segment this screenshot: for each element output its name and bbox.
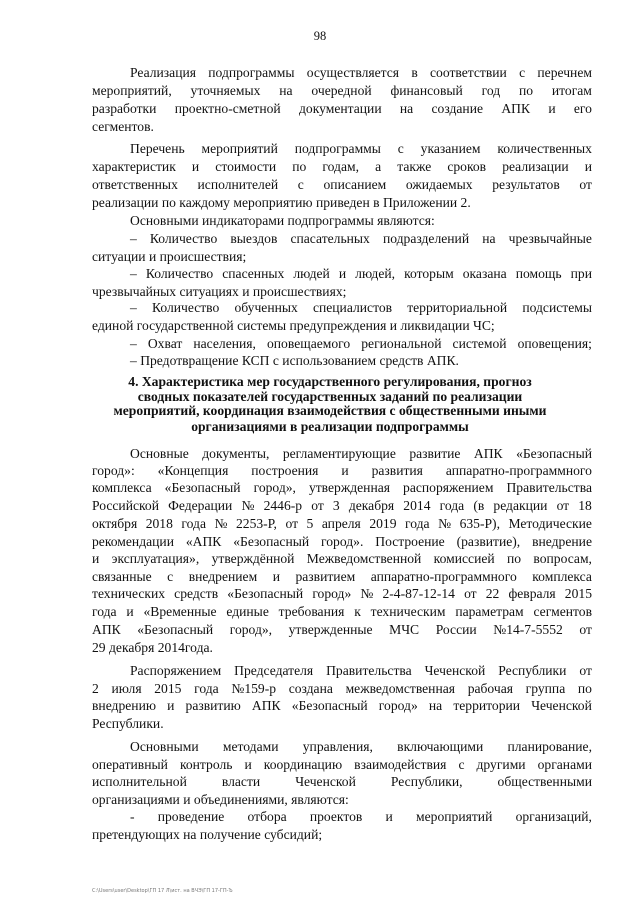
word: АПК — [251, 698, 281, 713]
word: с — [297, 177, 304, 192]
section-heading-line-3: мероприятий, координация взаимодействия с общественными иными — [113, 403, 547, 418]
word: «Безопасный — [164, 480, 241, 495]
text-line — [92, 479, 592, 496]
word: Правительства — [326, 663, 412, 678]
word: внедрению — [92, 698, 156, 713]
text-line-last: ситуации и происшествия; — [92, 249, 247, 264]
word: и — [584, 159, 592, 174]
text-line — [92, 621, 592, 638]
text-line-last: 29 декабря 2014года. — [92, 640, 213, 655]
word: России — [435, 622, 477, 637]
text-line-last: Основными индикаторами подпрограммы являются: — [130, 213, 435, 228]
word: 5 — [306, 516, 314, 531]
word: аппаратно-программного — [370, 569, 517, 584]
text-line — [130, 808, 592, 825]
word: на — [428, 698, 443, 713]
word: регламентирующие — [282, 446, 396, 461]
word: 2018 — [145, 516, 173, 531]
word: и — [126, 604, 134, 619]
text-line — [130, 299, 592, 316]
footer-file-path: С:\Users\user\Desktop\ГП 17 Л\ист. на ВЧЭ\ГП 17-ГП-Ъ — [92, 888, 233, 894]
word: от — [311, 498, 324, 513]
word: людей, — [355, 266, 396, 281]
word: и — [385, 809, 393, 824]
word: № — [360, 586, 374, 601]
word: спасенных — [222, 266, 285, 281]
word: уточняемых — [190, 83, 261, 98]
word: реализации — [502, 159, 569, 174]
word: общественными — [497, 774, 592, 789]
word: Основные — [130, 446, 189, 461]
word: и — [338, 266, 347, 281]
word: комиссией — [433, 551, 495, 566]
text-line-last: претендующих на получение субсидий; — [92, 827, 323, 842]
word: года — [439, 498, 465, 513]
word: и — [548, 101, 556, 116]
word: от — [285, 516, 299, 531]
word: органами — [537, 757, 592, 772]
text-line — [92, 515, 592, 532]
word: года — [92, 604, 117, 619]
text-line — [92, 603, 592, 620]
word: Реализация — [130, 65, 196, 80]
word: управления, — [302, 739, 373, 754]
word: связанные — [92, 569, 152, 584]
word: 18 — [578, 498, 592, 513]
word: включающими — [397, 739, 484, 754]
word: Чеченской — [531, 698, 592, 713]
word: Республики, — [390, 774, 463, 789]
word: № — [438, 516, 452, 531]
word: октября — [92, 516, 138, 531]
word: взаимодействия — [354, 757, 447, 772]
word: спасательных — [290, 231, 370, 246]
word: аппаратно-программного — [445, 463, 592, 478]
word: Количество — [145, 266, 214, 281]
word: технических — [92, 586, 166, 601]
word: а — [375, 159, 382, 174]
word: подпрограммы — [208, 65, 295, 80]
word: сегментов — [533, 604, 592, 619]
text-line — [92, 550, 592, 567]
word: – — [130, 336, 137, 351]
word: единые — [226, 604, 269, 619]
word: редакции — [493, 498, 548, 513]
word: декабря — [348, 498, 395, 513]
word: планирование, — [507, 739, 592, 754]
word: финансовый — [390, 83, 463, 98]
word: Распоряжением — [130, 663, 222, 678]
word: мероприятий — [201, 141, 278, 156]
word: года — [194, 681, 219, 696]
text-line — [130, 265, 592, 282]
text-line — [92, 176, 592, 193]
word: документации — [298, 101, 382, 116]
word: итогам — [551, 83, 592, 98]
text-line-last: единой государственной системы предупреждения и ликвидации ЧС; — [92, 318, 495, 333]
word: февраля — [508, 586, 556, 601]
word: МЧС — [389, 622, 420, 637]
word: – — [130, 300, 137, 315]
word: Перечень — [130, 141, 185, 156]
word: группа — [525, 681, 566, 696]
word: чрезвычайные — [508, 231, 592, 246]
word: Федерации — [168, 498, 233, 513]
word: 2-4-87-12-14 — [382, 586, 455, 601]
word: подсистемы — [522, 300, 592, 315]
word: Правительства — [506, 480, 592, 495]
word: контроль — [179, 757, 233, 772]
word: подразделений — [382, 231, 470, 246]
word: 635-Р), — [459, 516, 500, 531]
word: территории — [453, 698, 521, 713]
word: Охват — [147, 336, 183, 351]
word: развития — [371, 463, 423, 478]
word: город»: — [92, 463, 135, 478]
text-line — [92, 680, 592, 697]
word: распоряжением — [403, 480, 494, 495]
word: года — [405, 516, 430, 531]
word: 2015 — [154, 681, 182, 696]
word: Председателя — [234, 663, 314, 678]
word: и — [191, 159, 200, 174]
text-line-last: реализации по каждому мероприятию приведен в Приложении 2. — [92, 195, 471, 210]
word: «АПК — [185, 534, 222, 549]
word: власти — [221, 774, 261, 789]
word: и — [92, 551, 100, 566]
text-line — [130, 335, 592, 352]
text-line — [92, 533, 592, 550]
word: выездов — [230, 231, 278, 246]
word: Российской — [92, 498, 159, 513]
word: апреля — [321, 516, 361, 531]
word: год — [481, 83, 501, 98]
word: «Безопасный — [233, 534, 310, 549]
word: осуществляется — [306, 65, 400, 80]
word: и — [341, 463, 349, 478]
word: построения — [251, 463, 319, 478]
word: 2014 — [403, 498, 431, 513]
word: ответственных — [92, 177, 178, 192]
word: обученных — [234, 300, 298, 315]
word: от — [556, 498, 570, 513]
word: годам, — [322, 159, 359, 174]
text-line-last: сегментов. — [92, 119, 154, 134]
word: оперативный — [92, 757, 168, 772]
word: на — [482, 231, 496, 246]
word: от — [579, 177, 592, 192]
word: сроков — [447, 159, 487, 174]
word: АПК — [473, 446, 503, 461]
word: 3 — [332, 498, 340, 513]
text-line — [92, 100, 592, 117]
word: организаций, — [515, 809, 592, 824]
text-line — [92, 497, 592, 514]
word: развитию — [185, 698, 241, 713]
word: рекомендации — [92, 534, 174, 549]
text-line — [130, 445, 592, 462]
word: на — [279, 83, 293, 98]
word: оповещения; — [517, 336, 592, 351]
word: с — [458, 757, 465, 772]
word: по — [506, 551, 522, 566]
word: разработки — [92, 101, 157, 116]
word: создание — [431, 101, 484, 116]
word: – — [130, 266, 137, 281]
word: 2 — [92, 681, 99, 696]
word: утвержденная — [308, 480, 391, 495]
text-line — [92, 158, 592, 175]
word: проведение — [157, 809, 225, 824]
word: в — [411, 65, 418, 80]
word: июля — [111, 681, 142, 696]
word: результатов — [492, 177, 560, 192]
word: и — [244, 757, 252, 772]
word: территориальной — [407, 300, 508, 315]
word: требования — [278, 604, 345, 619]
word: 2446-р — [263, 498, 303, 513]
text-line — [92, 697, 592, 714]
word: – — [130, 231, 137, 246]
word: Построение — [375, 534, 445, 549]
word: с — [167, 569, 174, 584]
word: характеристик — [92, 159, 176, 174]
text-line-last: Республики. — [92, 716, 164, 731]
word: развитием — [295, 569, 356, 584]
word: документы, — [202, 446, 270, 461]
word: «Безопасный — [516, 446, 592, 461]
word: Чеченской — [424, 663, 486, 678]
text-line — [130, 230, 592, 247]
word: «Безопасный — [137, 622, 214, 637]
word: очередной — [311, 83, 372, 98]
word: город» — [312, 586, 352, 601]
word: проектно-сметной — [174, 101, 281, 116]
word: межведомственная — [345, 681, 456, 696]
word: Основными — [130, 739, 199, 754]
word: проектов — [309, 809, 363, 824]
text-line — [92, 568, 592, 585]
word: (в — [473, 498, 485, 513]
word: создана — [288, 681, 333, 696]
word: рабочая — [467, 681, 514, 696]
word: Количество — [149, 231, 218, 246]
word: стоимости — [215, 159, 277, 174]
word: Чеченской — [295, 774, 356, 789]
text-line — [130, 140, 592, 157]
word: по — [577, 681, 592, 696]
word: «Временные — [143, 604, 217, 619]
word: другими — [476, 757, 526, 772]
word: «Концепция — [157, 463, 229, 478]
word: Количество — [151, 300, 220, 315]
word: (развитие), — [456, 534, 521, 549]
word: по — [292, 159, 307, 174]
section-heading-line-1: 4. Характеристика мер государственного регулирования, прогноз — [128, 374, 532, 389]
word: 2019 — [369, 516, 397, 531]
text-line — [92, 82, 592, 99]
word: описанием — [323, 177, 387, 192]
text-line — [92, 756, 592, 773]
word: - — [130, 809, 135, 824]
word: Методические — [508, 516, 592, 531]
word: указанием — [420, 141, 481, 156]
word: город», — [253, 480, 296, 495]
section-heading-line-2: сводных показателей государственных заданий по реализации — [137, 389, 523, 404]
word: №159-р — [231, 681, 277, 696]
word: № — [241, 498, 255, 513]
word: с — [397, 141, 404, 156]
word: №14-7-5552 — [493, 622, 563, 637]
word: Межведомственной — [306, 551, 422, 566]
word: соответствии — [430, 65, 507, 80]
section-heading-line-4: организациями в реализации подпрограммы — [191, 419, 469, 434]
word: вопросам, — [533, 551, 592, 566]
word: к — [354, 604, 361, 619]
word: параметрам — [455, 604, 524, 619]
text-line — [130, 738, 592, 755]
text-line — [92, 773, 592, 790]
word: помощь — [515, 266, 562, 281]
page-number: 98 — [313, 29, 327, 43]
word: 2015 — [564, 586, 592, 601]
word: количественных — [497, 141, 592, 156]
word: ожидаемых — [405, 177, 473, 192]
word: мероприятий, — [92, 83, 172, 98]
word: и — [272, 569, 280, 584]
text-line — [92, 462, 592, 479]
text-line — [130, 64, 592, 81]
word: «Безопасный — [291, 698, 368, 713]
text-line-last: – Предотвращение КСП с использованием средств АПК. — [130, 353, 459, 368]
word: от — [579, 663, 592, 678]
word: которым — [404, 266, 454, 281]
word: № — [214, 516, 228, 531]
word: также — [397, 159, 432, 174]
word: внедрение — [532, 534, 592, 549]
word: Республики — [498, 663, 567, 678]
word: региональной — [361, 336, 442, 351]
word: людей — [293, 266, 330, 281]
word: от — [579, 622, 592, 637]
word: специалистов — [312, 300, 393, 315]
word: по — [518, 83, 534, 98]
word: город» — [378, 698, 418, 713]
text-line-last: организациями и объединениями, являются: — [92, 792, 349, 807]
word: 2253-Р, — [235, 516, 277, 531]
word: АПК — [92, 622, 121, 637]
word: 22 — [485, 586, 500, 601]
word: при — [570, 266, 592, 281]
word: населения, — [193, 336, 256, 351]
word: подпрограммы — [294, 141, 381, 156]
word: его — [573, 101, 592, 116]
word: отбора — [247, 809, 287, 824]
word: утверждённой — [211, 551, 295, 566]
word: «Безопасный — [227, 586, 304, 601]
word: координацию — [263, 757, 343, 772]
word: комплекса — [92, 480, 152, 495]
word: перечнем — [537, 65, 592, 80]
word: утвержденные — [288, 622, 373, 637]
word: оказана — [462, 266, 507, 281]
word: методами — [222, 739, 279, 754]
text-line — [130, 662, 592, 679]
word: исполнителей — [197, 177, 279, 192]
word: город». — [321, 534, 364, 549]
text-line — [92, 585, 592, 602]
word: на — [399, 101, 414, 116]
word: техническим — [370, 604, 446, 619]
text-line-last: чрезвычайных ситуациях и происшествиях; — [92, 284, 347, 299]
word: город», — [229, 622, 273, 637]
word: комплекса — [532, 569, 592, 584]
word: системой — [452, 336, 507, 351]
word: оповещаемого — [266, 336, 351, 351]
word: исполнительной — [92, 774, 187, 789]
word: эксплуатация», — [111, 551, 200, 566]
word: внедрением — [188, 569, 258, 584]
word: АПК — [501, 101, 531, 116]
word: и — [167, 698, 175, 713]
word: мероприятий — [416, 809, 493, 824]
word: с — [519, 65, 526, 80]
word: развитие — [409, 446, 461, 461]
word: года — [181, 516, 206, 531]
word: средств — [174, 586, 219, 601]
word: от — [464, 586, 477, 601]
